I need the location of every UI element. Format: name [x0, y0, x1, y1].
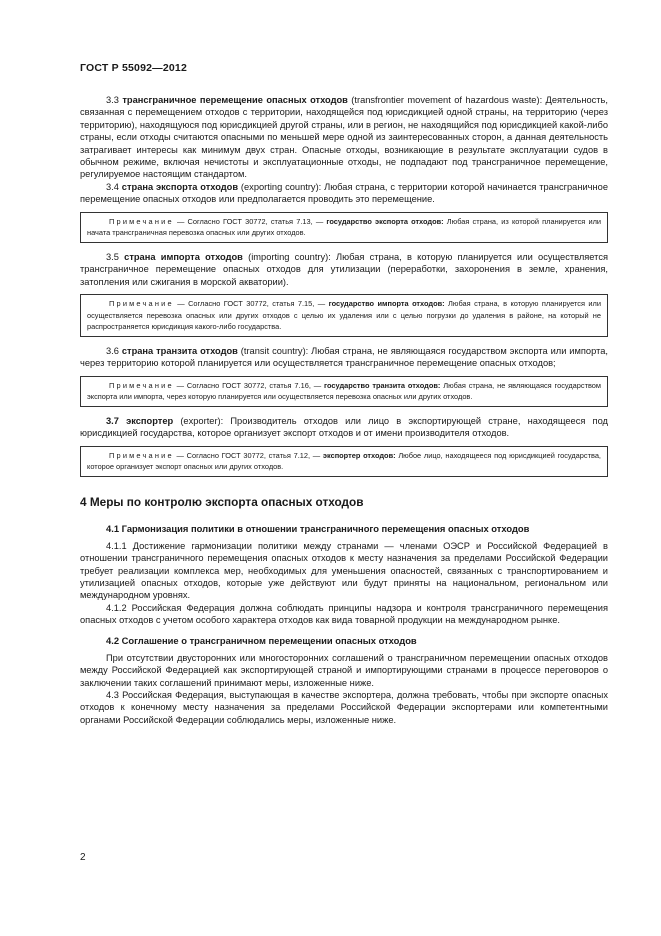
- term-3-4: 3.4 страна экспорта отходов (exporting country): Любая страна, с территории которой начинается трансграничное перемещение опасных отходов или предполагается проводить это перемещение.: [80, 181, 609, 205]
- term-3-6: 3.6 страна транзита отходов (transit country): Любая страна, не являющаяся государством экспорта или импорта, через территорию которой планируется или осуществляется трансграничное перемещение опасных отходов;: [80, 345, 608, 369]
- note-3-6: Примечание — Согласно ГОСТ 30772, статья 7.16, — государство транзита отходов: Любая страна, не являющаяся государством экспорта или импорта, через которую планируется или осуществляется перевозка опасных или других отходов.: [80, 376, 608, 407]
- page-number: 2: [80, 852, 86, 863]
- page-content: [80, 94, 608, 726]
- paragraph-4-1-2: 4.1.2 Российская Федерация должна соблюдать принципы надзора и контроля трансграничного перемещения опасных отходов с учетом особого характера отходов как вида товарной продукции на международном рынке.: [80, 602, 608, 626]
- note-prefix: Примечание: [109, 216, 174, 226]
- paragraph-4-3: 4.3 Российская Федерация, выступающая в качестве экспортера, должна требовать, чтобы при экспорте опасных отходов к конечному месту назначения за пределами Российской Федерации экспортерами или компетентными органами Российской Федерации соблюдались меры, изложенные ниже.: [80, 689, 608, 725]
- term-3-5: 3.5 страна импорта отходов (importing country): Любая страна, в которую планируется или осуществляется трансграничное перемещение опасных отходов для утилизации (переработки, захоронения в земле, хранения, затопления или сжигания в морской акватории).: [80, 251, 608, 287]
- term-3-7-name: экспортер: [126, 415, 174, 426]
- term-3-5-name: страна импорта отходов: [124, 251, 243, 262]
- note-3-7: Примечание — Согласно ГОСТ 30772, статья 7.12, — экспортер отходов: Любое лицо, находящееся под юрисдикцией государства, которое организует экспорт опасных или других отходов.: [80, 446, 608, 477]
- term-3-3-name: трансграничное перемещение опасных отходов: [122, 95, 348, 105]
- paragraph-4-1-1: 4.1.1 Достижение гармонизации политики между странами — членами ОЭСР и Российской Федерацией в отношении трансграничного перемещения опасных отходов к месту назначения за пределами Российской Федерации требует реализации комплекса мер, необходимых для уменьшения опасностей, связанных с транспортированием и утилизацией опасных отходов, которые уже действуют или будут приняты на национальном, региональном или международном уровнях.: [80, 540, 608, 601]
- subsection-4-1-heading: 4.1 Гармонизация политики в отношении трансграничного перемещения опасных отходов: [106, 522, 530, 534]
- term-3-6-name: страна транзита отходов: [121, 345, 238, 356]
- note-prefix: Примечание: [109, 299, 174, 309]
- paragraph-4-2: При отсутствии двусторонних или многосторонних соглашений о трансграничном перемещении опасных отходов между Российской Федерацией как экспортирующей страной и импортирующими странами в процессе переговоров о заключении таких соглашений принимают меры, изложенные ниже.: [80, 652, 608, 688]
- term-3-7: 3.7 экспортер (exporter): Производитель отходов или лицо в экспортирующей стране, находящееся под юрисдикцией государства, которое организует экспорт отходов и от имени производителя отходов.: [80, 415, 608, 439]
- section-4-heading: 4 Меры по контролю экспорта опасных отходов: [80, 494, 364, 509]
- term-3-3: 3.3 трансграничное перемещение опасных отходов (transfrontier movement of hazardous waste): Деятельность, связанная с перемещением отходов с территории, находящейся под юрисдикцией одной страны, на территорию (через территорию), находящуюся под юрисдикцией другой страны, или в регион, не находящийся под юрисдикцией какой-либо страны, если отходы считаются опасными по меньшей мере одной из заинтересованных сторон, а данная деятельность затрагивает интересы как минимум двух стран. Опасные отходы, возникающие в результате эксплуатации судов в обычном режиме, включая нечистоты и эксплуатационные отходы, не подпадают под трансграничное перемещение, регулируемое настоящим стандартом.: [80, 95, 608, 180]
- note-prefix: Примечание: [109, 450, 174, 460]
- note-3-5: Примечание — Согласно ГОСТ 30772, статья 7.15, — государство импорта отходов: Любая страна, в которую планируется или осуществляется перевозка опасных или других отходов с целью их удаления или с целью погрузки до удаления в районе, на который не распространяется юрисдикция какого-либо государства.: [80, 294, 608, 337]
- note-prefix: Примечание: [109, 380, 174, 390]
- term-3-4-name: страна экспорта отходов: [121, 181, 239, 192]
- subsection-4-2-heading: 4.2 Соглашение о трансграничном перемещении опасных отходов: [106, 634, 417, 646]
- note-3-4: Примечание — Согласно ГОСТ 30772, статья 7.13, — государство экспорта отходов: Любая страна, из которой планируется или начата трансграничная перевозка опасных или других отходов.: [80, 212, 608, 243]
- running-title: ГОСТ Р 55092—2012: [80, 62, 188, 74]
